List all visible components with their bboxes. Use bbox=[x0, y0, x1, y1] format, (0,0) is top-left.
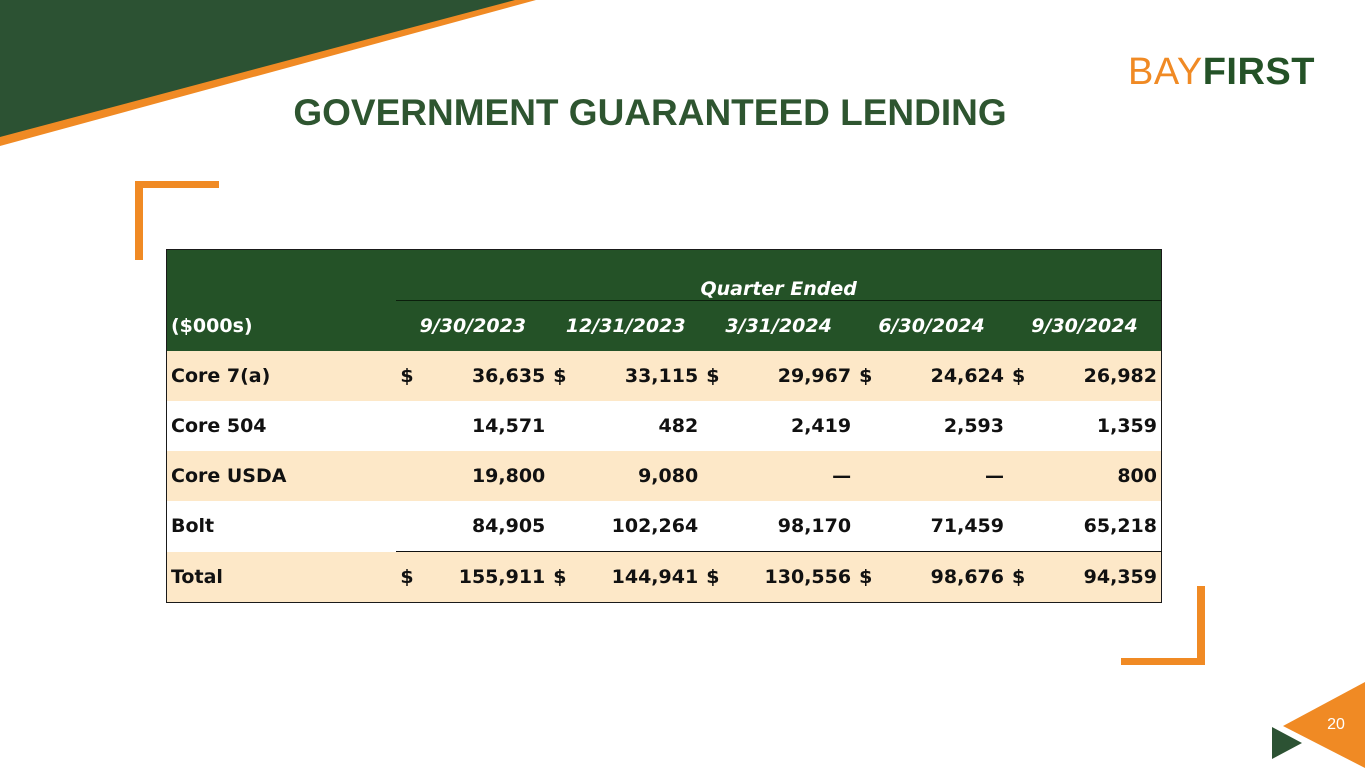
table-row: Core 504 14,571 482 2,419 2,593 1,359 bbox=[167, 401, 1162, 451]
page-title: GOVERNMENT GUARANTEED LENDING bbox=[293, 92, 1007, 133]
table-row: Core 7(a) $ 36,635 $ 33,115 $ 29,967 $ 24,624 $ 26,982 bbox=[167, 351, 1162, 401]
lending-table bbox=[166, 249, 1162, 603]
column-header: 3/31/2024 bbox=[702, 301, 855, 352]
table-header-row bbox=[167, 301, 1162, 352]
quarter-ended-header: Quarter Ended bbox=[396, 250, 1161, 301]
table-row: Core USDA 19,800 9,080 — — 800 bbox=[167, 451, 1162, 501]
row-label: Bolt bbox=[167, 501, 397, 552]
row-label: Total bbox=[167, 552, 397, 603]
row-label: Core 504 bbox=[167, 401, 397, 451]
column-header: 9/30/2023 bbox=[396, 301, 549, 352]
table-header-group-row bbox=[167, 250, 1162, 301]
row-label: Core USDA bbox=[167, 451, 397, 501]
play-arrow-icon bbox=[1272, 727, 1304, 759]
column-header: 12/31/2023 bbox=[549, 301, 702, 352]
unit-label: ($000s) bbox=[167, 301, 397, 352]
table-row: Bolt 84,905 102,264 98,170 71,459 65,218 bbox=[167, 501, 1162, 552]
column-header: 9/30/2024 bbox=[1008, 301, 1162, 352]
bayfirst-logo: BAYFIRST bbox=[1128, 51, 1315, 93]
column-header: 6/30/2024 bbox=[855, 301, 1008, 352]
page-number: 20 bbox=[1327, 716, 1345, 733]
row-label: Core 7(a) bbox=[167, 351, 397, 401]
table-row-total: Total $ 155,911 $ 144,941 $ 130,556 $ 98,676 $ 94,359 bbox=[167, 552, 1162, 603]
